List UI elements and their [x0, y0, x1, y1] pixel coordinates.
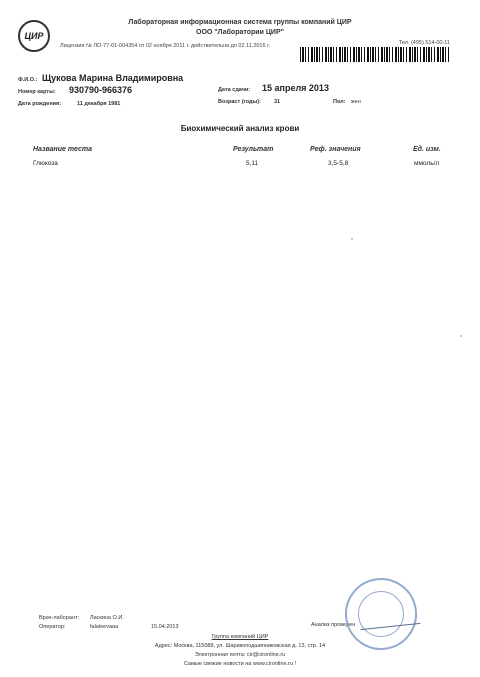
row-unit: ммоль/л [414, 160, 440, 167]
header-line1: Лабораторная информационная система группы компаний ЦИР [128, 19, 352, 26]
row-result: 5,11 [246, 160, 259, 167]
birth-label: Дата рождения: [18, 101, 62, 107]
col-ref-header: Реф. значения [310, 146, 361, 153]
footer-address: Адрес: Москва, 115088, ул. Шарикоподшипниковская д. 13, стр. 14 [154, 643, 326, 649]
footer-email: Электронная почта: cir@cironline.ru [194, 652, 286, 658]
logo-text: ЦИР [24, 31, 44, 41]
scan-speck [351, 238, 353, 240]
col-unit-header: Ед. изм. [413, 146, 441, 153]
age-value: 31 [274, 99, 281, 105]
operator-value: falaleevaaa [90, 624, 119, 630]
doctor-value: Ласкина О.И. [90, 615, 124, 621]
report-title: Биохимический анализ крови [180, 124, 300, 133]
footer-news: Самые свежие новости на www.cironline.ru ! [184, 661, 296, 667]
sex-value: жен [351, 99, 361, 105]
checked-label: Анализ проверен [311, 622, 356, 628]
operator-date: 15.04.2013 [151, 624, 179, 630]
card-value: 930790-966376 [69, 85, 133, 95]
col-name-header: Название теста [33, 146, 93, 153]
col-result-header: Результат [233, 146, 274, 153]
date-value: 15 апреля 2013 [262, 83, 329, 93]
doctor-label: Врач-лаборант: [39, 615, 80, 621]
sex-label: Пол: [333, 99, 346, 105]
row-name: Глюкоза [33, 160, 58, 167]
footer-company: Группа компаний ЦИР [211, 634, 269, 640]
fio-label: Ф.И.О.: [18, 77, 38, 83]
row-ref: 3,5-5,8 [328, 160, 349, 167]
fio-value: Щукова Марина Владимировна [42, 73, 184, 83]
company-logo [18, 20, 50, 52]
phone-text: Тел. (495) 514-00-11 [398, 40, 450, 46]
age-label: Возраст (годы): [218, 99, 261, 105]
header-line2: ООО "Лаборатории ЦИР" [196, 29, 284, 36]
license-text: Лицензия № ЛО-77-01-004354 от 02 ноября 2011 г. действительна до 02.11.2016 г. [60, 43, 270, 49]
date-label: Дата сдачи: [218, 87, 251, 93]
operator-label: Оператор: [39, 624, 66, 630]
birth-value: 11 декабря 1981 [77, 101, 121, 107]
barcode [300, 47, 450, 62]
scan-speck [460, 335, 462, 337]
card-label: Номер карты: [18, 89, 56, 95]
